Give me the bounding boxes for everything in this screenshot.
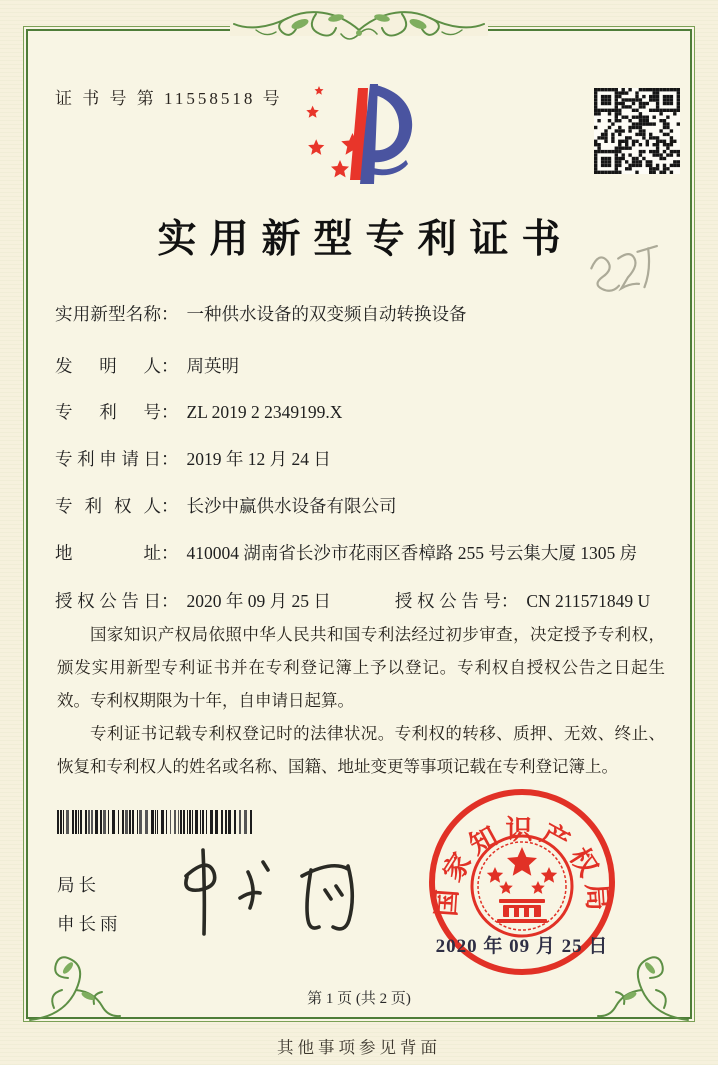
signature-icon: [150, 842, 390, 946]
field-row-invention-name: 实用新型名称： 一种供水设备的双变频自动转换设备: [55, 301, 675, 326]
legal-paragraph-2: 专利证书记载专利权登记时的法律状况。专利权的转移、质押、无效、终止、恢复和专利权人的姓名或名称、国籍、地址变更等事项记载在专利登记簿上。: [57, 724, 665, 776]
field-row-inventor: 发明人： 周英明: [55, 353, 675, 378]
qr-code-icon: [594, 88, 680, 174]
page-footer: 第 1 页 (共 2 页): [307, 991, 411, 1007]
field-value: CN 211571849 U: [526, 591, 651, 611]
certificate-title: 实用新型专利证书: [157, 218, 574, 261]
field-label: 授权公告日: [55, 591, 161, 611]
field-value: 一种供水设备的双变频自动转换设备: [186, 304, 467, 324]
field-row-filing-date: 专利申请日： 2019 年 12 月 24 日: [55, 446, 675, 471]
field-label: 专利权人: [55, 496, 161, 516]
field-row-patentee: 专利权人： 长沙中赢供水设备有限公司: [55, 493, 675, 518]
field-row-grant: 授权公告日： 2020 年 09 月 25 日 授权公告号： CN 211571849 U: [55, 588, 675, 613]
field-value: 410004 湖南省长沙市花雨区香樟路 255 号云集大厦 1305 房: [186, 543, 638, 563]
cnipa-logo-icon: [298, 80, 426, 198]
field-label: 实用新型名称: [55, 304, 161, 324]
handwritten-note-627: [578, 238, 668, 304]
barcode-icon: [57, 810, 255, 834]
field-value: 长沙中赢供水设备有限公司: [186, 496, 397, 516]
field-label: 专利申请日: [55, 449, 161, 469]
field-label: 发明人: [55, 356, 161, 376]
field-value: ZL 2019 2 2349199.X: [186, 402, 343, 422]
legal-text: [57, 618, 665, 783]
field-label: 授权公告号: [394, 591, 501, 611]
seal-ring-text: 国家知识产权局: [431, 815, 613, 918]
field-label: 地址: [55, 543, 161, 563]
field-row-address: 地址： 410004 湖南省长沙市花雨区香樟路 255 号云集大厦 1305 房: [55, 540, 675, 565]
director-block: [57, 872, 122, 936]
field-label: 专利号: [55, 402, 161, 422]
field-value: 2020 年 09 月 25 日: [186, 591, 331, 611]
legal-paragraph-1: 国家知识产权局依照中华人民共和国专利法经过初步审查，决定授予专利权，颁发实用新型专利证书并在专利登记簿上予以登记。专利权自授权公告之日起生效。专利权期限为十年，自申请日起算。: [57, 625, 665, 710]
seal-date: 2020 年 09 月 25 日: [435, 936, 609, 957]
director-title: 局长: [57, 875, 100, 895]
field-value: 2019 年 12 月 24 日: [186, 449, 331, 469]
certificate-number: 证 书 号 第 11558518 号: [55, 89, 283, 108]
field-row-patent-number: 专利号： ZL 2019 2 2349199.X: [55, 399, 675, 424]
director-name: 申长雨: [57, 914, 122, 934]
back-note: 其他事项参见背面: [277, 1038, 441, 1057]
field-value: 周英明: [186, 356, 239, 376]
